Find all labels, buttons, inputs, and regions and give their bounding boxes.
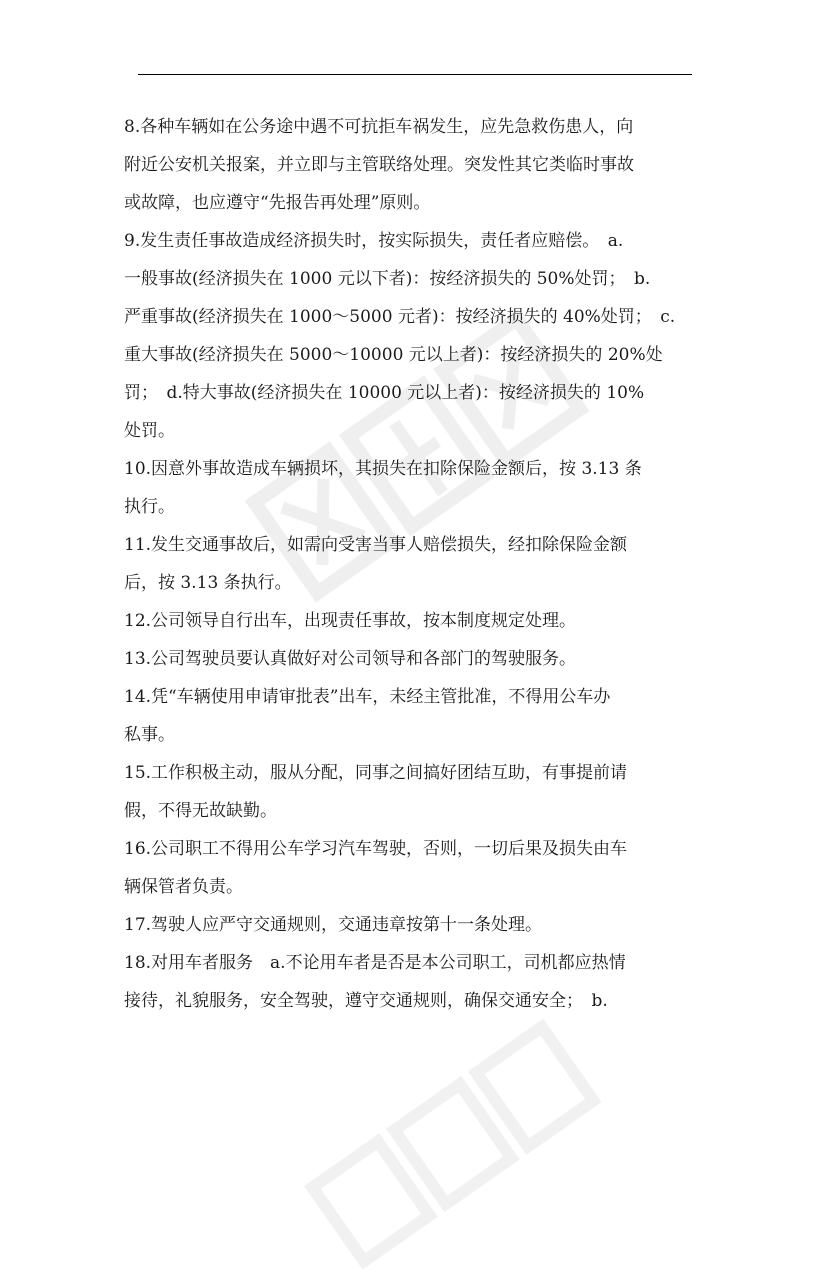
text-line: 重大事故(经济损失在 5000～10000 元以上者)：按经济损失的 20%处 bbox=[124, 345, 663, 365]
text-line: 12.公司领导自行出车，出现责任事故，按本制度规定处理。 bbox=[124, 611, 577, 631]
text-line: 假，不得无故缺勤。 bbox=[124, 801, 277, 821]
text-line: 11.发生交通事故后，如需向受害当事人赔偿损失，经扣除保险金额 bbox=[124, 535, 628, 555]
text-line: 16.公司职工不得用公车学习汽车驾驶，否则，一切后果及损失由车 bbox=[124, 839, 628, 859]
text-line: 15.工作积极主动，服从分配，同事之间搞好团结互助，有事提前请 bbox=[124, 763, 628, 783]
watermark-image-lower bbox=[293, 1005, 608, 1275]
text-line: 10.因意外事故造成车辆损坏，其损失在扣除保险金额后，按 3.13 条 bbox=[124, 459, 642, 479]
text-line: 18.对用车者服务 a.不论用车者是否是本公司职工，司机都应热情 bbox=[124, 953, 626, 973]
text-line: 9.发生责任事故造成经济损失时，按实际损失，责任者应赔偿。 a. bbox=[124, 231, 624, 251]
text-line: 附近公安机关报案，并立即与主管联络处理。突发性其它类临时事故 bbox=[124, 155, 634, 175]
text-line: 或故障，也应遵守“先报告再处理”原则。 bbox=[124, 193, 431, 213]
text-line: 罚； d.特大事故(经济损失在 10000 元以上者)：按经济损失的 10% bbox=[124, 383, 645, 403]
text-line: 辆保管者负责。 bbox=[124, 877, 243, 897]
text-line: 私事。 bbox=[124, 725, 175, 745]
text-line: 8.各种车辆如在公务途中遇不可抗拒车祸发生，应先急救伤患人，向 bbox=[124, 117, 634, 137]
text-line: 后，按 3.13 条执行。 bbox=[124, 573, 292, 593]
text-line: 处罚。 bbox=[124, 421, 175, 441]
text-line: 执行。 bbox=[124, 497, 175, 517]
document-body bbox=[124, 108, 714, 1020]
text-line: 17.驾驶人应严守交通规则，交通违章按第十一条处理。 bbox=[124, 915, 543, 935]
text-line: 严重事故(经济损失在 1000～5000 元者)：按经济损失的 40%处罚； c. bbox=[124, 307, 676, 327]
text-line: 14.凭“车辆使用申请审批表”出车，未经主管批准，不得用公车办 bbox=[124, 687, 611, 707]
text-line: 接待，礼貌服务，安全驾驶，遵守交通规则，确保交通安全； b. bbox=[124, 991, 608, 1011]
text-line: 一般事故(经济损失在 1000 元以下者)：按经济损失的 50%处罚； b. bbox=[124, 269, 651, 289]
header-rule bbox=[138, 74, 692, 75]
text-line: 13.公司驾驶员要认真做好对公司领导和各部门的驾驶服务。 bbox=[124, 649, 577, 669]
